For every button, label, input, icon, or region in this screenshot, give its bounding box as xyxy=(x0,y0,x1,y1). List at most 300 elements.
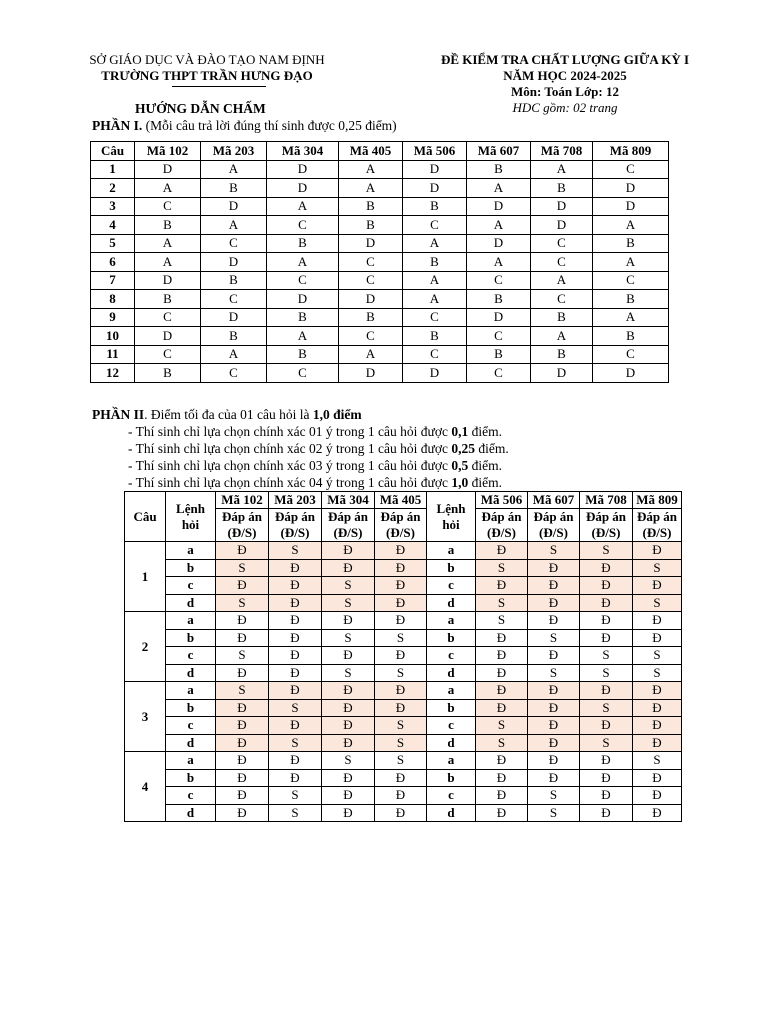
answer-cell: Đ xyxy=(269,612,322,630)
answer-cell: Đ xyxy=(528,769,580,787)
answer-cell: Đ xyxy=(528,752,580,770)
answer-cell: Đ xyxy=(580,629,633,647)
header-left xyxy=(52,52,362,84)
answer-cell: S xyxy=(580,699,633,717)
answer-cell: Đ xyxy=(476,682,528,700)
part2-table-row xyxy=(125,629,682,647)
answer-cell: Đ xyxy=(322,717,375,735)
answer-cell: Đ xyxy=(216,577,269,595)
part1-table-row xyxy=(91,179,669,198)
part1-header-cell: Mã 304 xyxy=(267,142,339,161)
header-right xyxy=(405,52,725,116)
answer-cell: S xyxy=(633,752,682,770)
answer-cell: S xyxy=(375,734,427,752)
answer-cell: Đ xyxy=(633,612,682,630)
item-letter: b xyxy=(166,629,216,647)
answer-cell: Đ xyxy=(580,682,633,700)
answer-cell: C xyxy=(403,345,467,364)
answer-cell: Đ xyxy=(269,769,322,787)
item-letter: a xyxy=(166,542,216,560)
answer-cell: Đ xyxy=(633,577,682,595)
answer-cell: Đ xyxy=(580,804,633,822)
answer-cell: B xyxy=(593,290,669,309)
header-answer-label: Đáp án (Đ/S) xyxy=(633,509,682,542)
answer-cell: S xyxy=(476,594,528,612)
part1-header-cell: Mã 102 xyxy=(135,142,201,161)
answer-cell: Đ xyxy=(633,787,682,805)
rule-end: điểm. xyxy=(468,458,502,473)
answer-cell: C xyxy=(135,308,201,327)
answer-cell: Đ xyxy=(476,664,528,682)
answer-cell: Đ xyxy=(633,699,682,717)
answer-cell: Đ xyxy=(322,699,375,717)
question-number: 5 xyxy=(91,234,135,253)
answer-cell: S xyxy=(528,664,580,682)
header-code: Mã 102 xyxy=(216,492,269,509)
answer-cell: B xyxy=(467,160,531,179)
answer-cell: D xyxy=(267,179,339,198)
answer-cell: C xyxy=(593,271,669,290)
answer-cell: D xyxy=(403,364,467,383)
answer-cell: A xyxy=(593,308,669,327)
answer-cell: B xyxy=(403,197,467,216)
part2-table-row xyxy=(125,699,682,717)
answer-cell: S xyxy=(269,542,322,560)
rule-points: 1,0 xyxy=(451,475,469,490)
answer-cell: Đ xyxy=(216,769,269,787)
answer-cell: D xyxy=(135,271,201,290)
answer-cell: C xyxy=(201,290,267,309)
part2-table-row xyxy=(125,664,682,682)
answer-cell: Đ xyxy=(476,752,528,770)
school-name: TRƯỜNG THPT TRẦN HƯNG ĐẠO xyxy=(101,68,313,83)
answer-cell: Đ xyxy=(633,682,682,700)
part2-table-row xyxy=(125,804,682,822)
answer-cell: S xyxy=(476,734,528,752)
answer-cell: C xyxy=(531,290,593,309)
header-code: Mã 203 xyxy=(269,492,322,509)
part2-intro: . Điểm tối đa của 01 câu hỏi là xyxy=(144,407,313,422)
answer-cell: A xyxy=(267,327,339,346)
answer-cell: Đ xyxy=(216,699,269,717)
part2-answer-table xyxy=(124,491,682,822)
answer-cell: B xyxy=(135,216,201,235)
part2-table-row xyxy=(125,682,682,700)
part2-max-points: 1,0 điểm xyxy=(312,407,362,422)
part1-header-cell: Mã 708 xyxy=(531,142,593,161)
answer-cell: Đ xyxy=(528,717,580,735)
part2-table-row xyxy=(125,734,682,752)
answer-cell: Đ xyxy=(580,577,633,595)
header-answer-label: Đáp án (Đ/S) xyxy=(269,509,322,542)
answer-cell: A xyxy=(531,271,593,290)
answer-cell: D xyxy=(201,308,267,327)
answer-cell: Đ xyxy=(580,717,633,735)
question-number: 3 xyxy=(125,682,166,752)
answer-cell: Đ xyxy=(269,559,322,577)
answer-cell: Đ xyxy=(580,559,633,577)
answer-cell: B xyxy=(467,290,531,309)
part2-table-row xyxy=(125,647,682,665)
answer-cell: Đ xyxy=(322,769,375,787)
guide-title: HƯỚNG DẪN CHẤM xyxy=(135,101,266,116)
item-letter: b xyxy=(166,769,216,787)
answer-cell: S xyxy=(216,559,269,577)
answer-cell: S xyxy=(269,804,322,822)
part1-table-row xyxy=(91,160,669,179)
answer-cell: Đ xyxy=(528,559,580,577)
answer-cell: C xyxy=(267,364,339,383)
answer-cell: S xyxy=(476,717,528,735)
answer-cell: Đ xyxy=(580,787,633,805)
item-letter: d xyxy=(427,804,476,822)
answer-cell: Đ xyxy=(322,647,375,665)
answer-cell: Đ xyxy=(633,734,682,752)
header-code: Mã 809 xyxy=(633,492,682,509)
part1-header-row xyxy=(91,142,669,161)
answer-cell: S xyxy=(375,664,427,682)
answer-cell: C xyxy=(467,271,531,290)
answer-cell: D xyxy=(467,234,531,253)
item-letter: d xyxy=(166,734,216,752)
answer-cell: D xyxy=(403,160,467,179)
item-letter: a xyxy=(166,612,216,630)
answer-cell: B xyxy=(135,290,201,309)
item-letter: d xyxy=(427,594,476,612)
header-code: Mã 708 xyxy=(580,492,633,509)
answer-cell: Đ xyxy=(269,594,322,612)
item-letter: c xyxy=(427,647,476,665)
answer-cell: A xyxy=(201,160,267,179)
item-letter: c xyxy=(166,787,216,805)
answer-cell: A xyxy=(403,271,467,290)
answer-cell: D xyxy=(593,197,669,216)
scoring-rule xyxy=(128,457,509,474)
answer-cell: A xyxy=(201,216,267,235)
rule-end: điểm. xyxy=(474,441,509,456)
answer-cell: A xyxy=(135,234,201,253)
answer-cell: S xyxy=(375,629,427,647)
answer-cell: B xyxy=(267,345,339,364)
answer-cell: Đ xyxy=(216,664,269,682)
answer-cell: S xyxy=(633,647,682,665)
scoring-rule xyxy=(128,440,509,457)
answer-cell: S xyxy=(322,752,375,770)
answer-cell: D xyxy=(467,197,531,216)
answer-cell: Đ xyxy=(375,577,427,595)
answer-cell: B xyxy=(267,308,339,327)
answer-cell: C xyxy=(135,197,201,216)
rule-text: - Thí sinh chỉ lựa chọn chính xác 04 ý trong 1 câu hỏi được xyxy=(128,475,452,490)
item-letter: b xyxy=(427,769,476,787)
part1-table-row xyxy=(91,308,669,327)
item-letter: c xyxy=(427,577,476,595)
answer-cell: Đ xyxy=(269,682,322,700)
answer-cell: Đ xyxy=(322,682,375,700)
header-answer-label: Đáp án (Đ/S) xyxy=(528,509,580,542)
answer-cell: D xyxy=(339,234,403,253)
answer-cell: Đ xyxy=(633,769,682,787)
answer-cell: C xyxy=(531,234,593,253)
answer-cell: Đ xyxy=(216,787,269,805)
answer-cell: D xyxy=(531,364,593,383)
question-number: 12 xyxy=(91,364,135,383)
answer-cell: S xyxy=(216,682,269,700)
answer-cell: B xyxy=(201,327,267,346)
item-letter: a xyxy=(427,612,476,630)
question-number: 2 xyxy=(125,612,166,682)
answer-cell: D xyxy=(267,160,339,179)
answer-cell: A xyxy=(135,179,201,198)
item-letter: b xyxy=(427,629,476,647)
part1-table-row xyxy=(91,364,669,383)
answer-cell: C xyxy=(467,327,531,346)
question-number: 2 xyxy=(91,179,135,198)
answer-cell: D xyxy=(403,179,467,198)
answer-cell: C xyxy=(339,271,403,290)
answer-cell: B xyxy=(531,179,593,198)
answer-cell: C xyxy=(339,327,403,346)
answer-cell: S xyxy=(269,787,322,805)
answer-cell: Đ xyxy=(476,787,528,805)
answer-cell: B xyxy=(403,327,467,346)
answer-cell: Đ xyxy=(528,699,580,717)
header-answer-label: Đáp án (Đ/S) xyxy=(580,509,633,542)
rule-text: - Thí sinh chỉ lựa chọn chính xác 02 ý trong 1 câu hỏi được xyxy=(128,441,452,456)
answer-cell: Đ xyxy=(269,577,322,595)
part1-table-row xyxy=(91,345,669,364)
rule-end: điểm. xyxy=(468,424,502,439)
answer-cell: Đ xyxy=(322,612,375,630)
answer-cell: D xyxy=(201,197,267,216)
answer-cell: Đ xyxy=(375,699,427,717)
answer-cell: S xyxy=(633,664,682,682)
answer-cell: S xyxy=(375,752,427,770)
answer-cell: C xyxy=(593,345,669,364)
part2-rules xyxy=(92,423,509,491)
answer-cell: C xyxy=(201,234,267,253)
header-underline xyxy=(172,86,266,87)
answer-cell: Đ xyxy=(580,612,633,630)
answer-cell: C xyxy=(135,345,201,364)
part1-title xyxy=(92,118,397,134)
answer-cell: S xyxy=(528,629,580,647)
answer-cell: B xyxy=(339,308,403,327)
question-number: 11 xyxy=(91,345,135,364)
question-number: 9 xyxy=(91,308,135,327)
answer-cell: C xyxy=(403,308,467,327)
item-letter: a xyxy=(427,752,476,770)
answer-cell: S xyxy=(528,542,580,560)
item-letter: c xyxy=(166,717,216,735)
rule-end: điểm. xyxy=(468,475,502,490)
scoring-rule xyxy=(128,474,509,491)
part2-title xyxy=(92,406,509,423)
answer-cell: B xyxy=(201,179,267,198)
answer-cell: A xyxy=(201,345,267,364)
answer-cell: Đ xyxy=(322,734,375,752)
answer-cell: Đ xyxy=(528,682,580,700)
item-letter: d xyxy=(166,804,216,822)
answer-cell: Đ xyxy=(476,542,528,560)
part2-table-row xyxy=(125,612,682,630)
scoring-rule xyxy=(128,423,509,440)
answer-cell: A xyxy=(339,160,403,179)
rule-points: 0,25 xyxy=(451,441,475,456)
part2-table-row xyxy=(125,594,682,612)
answer-cell: S xyxy=(216,594,269,612)
question-number: 6 xyxy=(91,253,135,272)
part2-table-row xyxy=(125,559,682,577)
rule-points: 0,5 xyxy=(451,458,469,473)
header-code: Mã 304 xyxy=(322,492,375,509)
school-year: NĂM HỌC 2024-2025 xyxy=(503,68,627,83)
item-letter: d xyxy=(427,734,476,752)
answer-cell: D xyxy=(267,290,339,309)
answer-cell: Đ xyxy=(216,542,269,560)
question-number: 1 xyxy=(91,160,135,179)
part1-label: PHẦN I. xyxy=(92,118,143,133)
answer-cell: A xyxy=(467,253,531,272)
answer-cell: S xyxy=(269,734,322,752)
part2-header-row-codes xyxy=(125,492,682,509)
item-letter: b xyxy=(427,699,476,717)
answer-cell: D xyxy=(339,364,403,383)
item-letter: d xyxy=(427,664,476,682)
part1-header-cell: Mã 203 xyxy=(201,142,267,161)
part1-table-row xyxy=(91,216,669,235)
answer-cell: S xyxy=(528,787,580,805)
part1-header-cell: Mã 506 xyxy=(403,142,467,161)
answer-cell: C xyxy=(267,271,339,290)
rule-points: 0,1 xyxy=(451,424,469,439)
answer-cell: C xyxy=(403,216,467,235)
answer-cell: Đ xyxy=(269,647,322,665)
answer-cell: Đ xyxy=(580,769,633,787)
answer-cell: B xyxy=(593,327,669,346)
answer-cell: D xyxy=(531,216,593,235)
answer-cell: A xyxy=(135,253,201,272)
answer-cell: S xyxy=(528,804,580,822)
answer-cell: D xyxy=(531,197,593,216)
answer-cell: B xyxy=(467,345,531,364)
header-answer-label: Đáp án (Đ/S) xyxy=(216,509,269,542)
department-name: SỞ GIÁO DỤC VÀ ĐÀO TẠO NAM ĐỊNH xyxy=(89,52,325,67)
answer-cell: A xyxy=(339,345,403,364)
part1-table-row xyxy=(91,197,669,216)
answer-cell: B xyxy=(531,345,593,364)
answer-cell: A xyxy=(531,160,593,179)
item-letter: a xyxy=(166,682,216,700)
part1-answer-table xyxy=(90,141,669,383)
answer-cell: B xyxy=(339,197,403,216)
answer-cell: A xyxy=(467,179,531,198)
part2-table-row xyxy=(125,717,682,735)
answer-cell: Đ xyxy=(269,629,322,647)
answer-cell: Đ xyxy=(375,647,427,665)
answer-cell: C xyxy=(339,253,403,272)
answer-cell: Đ xyxy=(375,682,427,700)
answer-cell: Đ xyxy=(216,717,269,735)
item-letter: c xyxy=(166,647,216,665)
part2-table-row xyxy=(125,752,682,770)
question-number: 1 xyxy=(125,542,166,612)
answer-cell: Đ xyxy=(322,559,375,577)
header-answer-label: Đáp án (Đ/S) xyxy=(322,509,375,542)
answer-cell: Đ xyxy=(528,594,580,612)
rule-text: - Thí sinh chỉ lựa chọn chính xác 03 ý trong 1 câu hỏi được xyxy=(128,458,452,473)
answer-cell: A xyxy=(339,179,403,198)
answer-cell: Đ xyxy=(375,787,427,805)
part2-table-row xyxy=(125,787,682,805)
part2-section xyxy=(92,406,509,491)
answer-cell: S xyxy=(322,594,375,612)
answer-cell: S xyxy=(476,612,528,630)
item-letter: b xyxy=(166,699,216,717)
answer-cell: S xyxy=(322,664,375,682)
answer-cell: Đ xyxy=(528,647,580,665)
header-code: Mã 607 xyxy=(528,492,580,509)
part2-label: PHẦN II xyxy=(92,407,145,422)
header-code: Mã 506 xyxy=(476,492,528,509)
part2-table-row xyxy=(125,542,682,560)
item-letter: c xyxy=(166,577,216,595)
part1-header-cell: Mã 405 xyxy=(339,142,403,161)
answer-cell: S xyxy=(580,734,633,752)
answer-cell: D xyxy=(201,253,267,272)
part1-note: (Mỗi câu trả lời đúng thí sinh được 0,25 điểm) xyxy=(145,118,397,133)
answer-cell: S xyxy=(375,717,427,735)
answer-cell: Đ xyxy=(476,769,528,787)
answer-cell: Đ xyxy=(322,787,375,805)
part1-header-cell: Mã 607 xyxy=(467,142,531,161)
answer-cell: Đ xyxy=(375,594,427,612)
answer-cell: A xyxy=(531,327,593,346)
answer-cell: S xyxy=(322,629,375,647)
header-item: Lệnh hỏi xyxy=(166,492,216,542)
part1-table-row xyxy=(91,327,669,346)
item-letter: d xyxy=(166,594,216,612)
answer-cell: Đ xyxy=(375,769,427,787)
answer-cell: C xyxy=(531,253,593,272)
answer-cell: Đ xyxy=(528,577,580,595)
question-number: 4 xyxy=(91,216,135,235)
header-code: Mã 405 xyxy=(375,492,427,509)
answer-cell: Đ xyxy=(269,717,322,735)
answer-cell: Đ xyxy=(216,752,269,770)
answer-cell: Đ xyxy=(375,804,427,822)
answer-cell: A xyxy=(467,216,531,235)
page-count: HDC gồm: 02 trang xyxy=(512,100,618,115)
answer-cell: Đ xyxy=(580,752,633,770)
answer-cell: A xyxy=(403,290,467,309)
answer-cell: Đ xyxy=(528,734,580,752)
answer-cell: Đ xyxy=(476,699,528,717)
part1-table-row xyxy=(91,271,669,290)
question-number: 8 xyxy=(91,290,135,309)
answer-cell: A xyxy=(403,234,467,253)
answer-cell: Đ xyxy=(580,594,633,612)
answer-cell: B xyxy=(267,234,339,253)
part1-table-row xyxy=(91,253,669,272)
question-number: 7 xyxy=(91,271,135,290)
answer-cell: B xyxy=(201,271,267,290)
item-letter: a xyxy=(427,682,476,700)
answer-cell: D xyxy=(135,327,201,346)
answer-cell: S xyxy=(269,699,322,717)
answer-cell: Đ xyxy=(633,629,682,647)
answer-cell: D xyxy=(593,364,669,383)
